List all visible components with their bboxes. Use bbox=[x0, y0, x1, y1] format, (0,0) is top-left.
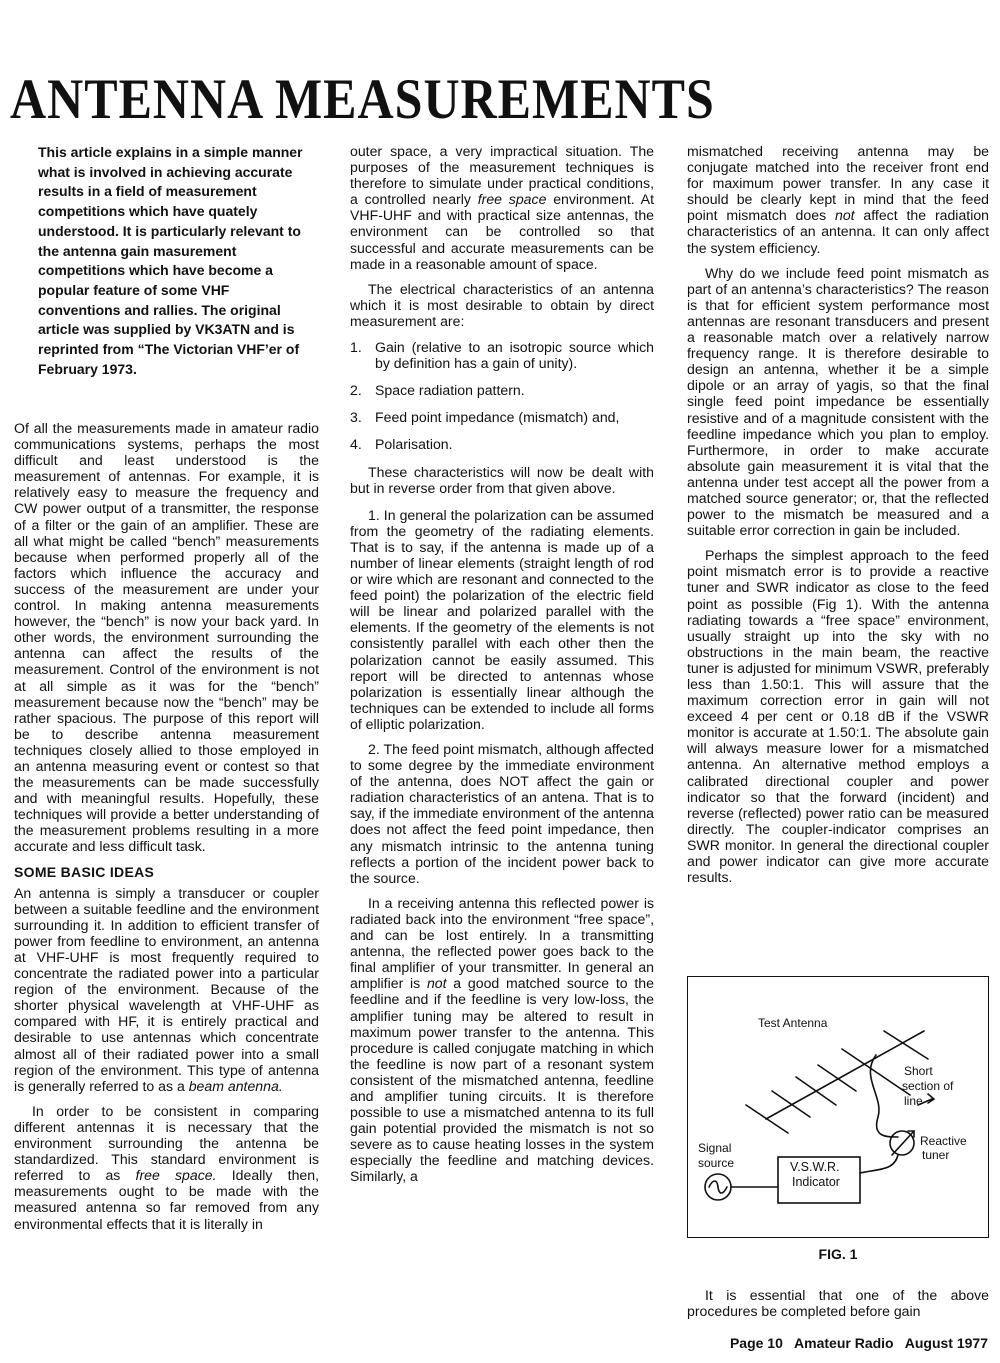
antenna-setup-drawing bbox=[688, 977, 990, 1239]
label-line: line bbox=[904, 1094, 923, 1108]
paragraph: Why do we include feed point mismatch as part of an antenna’s characteristics? The reason is that for efficient system performance most antennas are resonant transducers and present a reasonable match over a relatively narrow frequency range. It is therefore desirable to design an antenna, whether it be a simple dipole or an array of yagis, so that the final single feed point impedance be essentially resistive and of a magnitude consistent with the feedline impedance which you plan to employ. Furthermore, in order to make accurate absolute gain measurement it is vital that the antenna under test accept all the power from a matched source generator; or, that the reflected power to the mismatch be measured and a suitable error correction in gain be included. bbox=[687, 264, 989, 539]
column-3-continued bbox=[687, 1287, 989, 1319]
paragraph: An antenna is simply a transducer or coupler between a suitable feedline and the environment surrounding it. In addition to efficient transfer of power from feedline to environment, an antenna at VHF-UHF is most frequently required to concentrate the radiated power into a particular region of the environment. Because of the shorter physical wavelength at VHF-UHF as compared with HF, it is entirely practical and desirable to use antennas which concentrate almost all of their radiated power into a small region of the environment. This type of antenna is generally referred to as a beam antenna. bbox=[14, 884, 319, 1094]
column-3 bbox=[687, 143, 989, 885]
section-heading: SOME BASIC IDEAS bbox=[14, 863, 155, 880]
paragraph: mismatched receiving antenna may be conjugate matched into the receiver front end for maximum power transfer. In any case it should be clearly kept in mind that the feed point mismatch does not affect the radiation characteristics of an antenna. It can only affect the system efficiency. bbox=[687, 143, 990, 256]
figure-1-diagram bbox=[687, 976, 989, 1238]
paragraph: In order to be consistent in comparing different antennas it is necessary that the environment surrounding the antenna be standardized. This standard environment is referred to as free space. Ideally then, measurements ought to be made with the measured antenna so far removed from any environmental effects that it is literally in bbox=[14, 1102, 319, 1232]
list-item: 3. Feed point impedance (mismatch) and, bbox=[350, 409, 620, 426]
figure-caption: FIG. 1 bbox=[818, 1246, 858, 1262]
label-signal: Signal bbox=[698, 1141, 732, 1155]
label-vswr: V.S.W.R. bbox=[790, 1160, 840, 1174]
list-item: 1. Gain (relative to an isotropic source which by definition has a gain of unity). bbox=[350, 339, 654, 372]
label-section-of: section of bbox=[902, 1079, 954, 1093]
paragraph: In a receiving antenna this reflected power is radiated back into the environment “free space”, and can be lost entirely. In a transmitting antenna, the reflected power goes back to the final amplifier of your transmitter. In general an amplifier is not a good matched source to the feedline and if the feedline is very low-loss, the amplifier tuning may be altered to result in maximum power transfer to the antenna. This procedure is called conjugate matching in which the feedline is now part of a resonant system consistent of the mismatched antenna, feedline and amplifier tuning circuits. It is therefore possible to use a mismatched antenna to its full gain potential provided the mismatch is not so severe as to cause heating losses in the system especially the feedline and matching devices. Similarly, a bbox=[350, 894, 654, 1185]
paragraph: The electrical characteristics of an antenna which it is most desirable to obtain by direct measurement are: bbox=[350, 280, 654, 329]
antenna-element bbox=[884, 1031, 928, 1059]
paragraph: Of all the measurements made in amateur radio communications systems, perhaps the most difficult and least understood is the measurement of antennas. For example, it is relatively easy to measure the frequency and CW power output of a transmitter, the response of a filter or the gain of an amplifier. These are all what might be called “bench” measurements because when performed properly all of the factors which influence the accuracy and success of the measurement are under your control. In making antenna measurements however, the “bench” is now your back yard. In other words, the environment surrounding the antenna can affect the results of the measurement. Control of the environment is not at all simple as it was for the “bench” measurement because now the “bench” may be rather spacious. The purpose of this report will be to describe antenna measurement techniques closely allied to those employed in an antenna measuring event or contest so that the measurements can be made successfully and with meaningful results. Hopefully, these techniques will provide a better understanding of the measurement problems resulting in a more accurate and less difficult task. bbox=[14, 420, 319, 855]
label-reactive: Reactive bbox=[920, 1134, 967, 1148]
label-tuner: tuner bbox=[922, 1148, 950, 1162]
list-item: 2. Space radiation pattern. bbox=[350, 382, 525, 399]
label-indicator: Indicator bbox=[792, 1175, 840, 1189]
paragraph: 1. In general the polarization can be assumed from the geometry of the radiating elements. That is to say, if the antenna is made up of a number of linear elements (straight length of rod or wire which are resonant and connected to the feed point) the polarization of the electric field will be linear and polarized parallel with the elements. If the geometry of the elements is not consistently parallel with each other then the polarization cannot be easily assumed. This report will be directed to antennas whose polarization is essentially linear although the techniques can be extended to include all forms of elliptic polarization. bbox=[350, 506, 654, 732]
short-section-line bbox=[870, 1055, 898, 1137]
page-footer: Page 10 Amateur Radio August 1977 bbox=[729, 1335, 988, 1351]
paragraph: Perhaps the simplest approach to the feed point mismatch error is to provide a reactive tuner and SWR indicator as close to the feed point as possible (Fig 1). With the antenna radiating towards a “free space” environment, usually straight up into the sky with no obstructions in the main beam, the reactive tuner is adjusted for minimum VSWR, preferably less than 1.50:1. This will assure that the maximum correction error in gain will not exceed 4 per cent or 0.18 dB if the VSWR monitor is accurate at 1.50:1. The absolute gain will always measure lower for a mismatched antenna. An alternative method employs a calibrated directional coupler and power indicator so that the forward (incident) and reverse (reflected) power ratio can be measured directly. The coupler-indicator comprises an SWR monitor. In general the directional coupler and power indicator can give more accurate results. bbox=[687, 547, 989, 886]
intro-summary bbox=[38, 143, 308, 379]
label-test-antenna: Test Antenna bbox=[758, 1016, 828, 1030]
paragraph: These characteristics will now be dealt with but in reverse order from that given above. bbox=[350, 463, 654, 496]
column-2 bbox=[350, 143, 654, 1185]
intro-text: This article explains in a simple manner what is involved in achieving accurate results in a field of measurement competitions which have quately understood. It is particularly relevant to the antenna gain masurement competitions which have become a popular feature of some VHF conventions and rallies. The original article was supplied by VK3ATN and is reprinted from “The Victorian VHF’er of February 1973. bbox=[38, 144, 303, 377]
paragraph: outer space, a very impractical situation. The purposes of the measurement techniques is therefore to simulate under practical conditions, a controlled nearly free space environment. At VHF-UHF and with practical size antennas, the environment can be controlled so that successful and accurate measurements can be made in a reasonable amount of space. bbox=[350, 143, 654, 272]
antenna-boom bbox=[766, 1031, 924, 1119]
feedline bbox=[860, 1155, 898, 1173]
antenna-element bbox=[746, 1105, 788, 1133]
label-source: source bbox=[698, 1156, 735, 1170]
label-short: Short bbox=[904, 1064, 933, 1078]
characteristics-list bbox=[350, 339, 654, 452]
column-1 bbox=[14, 420, 319, 1232]
paragraph: It is essential that one of the above procedures be completed before gain bbox=[687, 1287, 989, 1320]
antenna-element bbox=[796, 1077, 836, 1105]
article-title: ANTENNA MEASUREMENTS bbox=[10, 66, 715, 131]
paragraph: 2. The feed point mismatch, although affected to some degree by the immediate environment of the antenna, does NOT affect the gain or radiation characteristics of an antena. That is to say, if the immediate environment of the antenna does not affect the feed point impedance, then any mismatch intrinsic to the antenna tuning reflects a portion of the incident power back to the source. bbox=[350, 741, 654, 886]
list-item: 4. Polarisation. bbox=[350, 436, 453, 453]
